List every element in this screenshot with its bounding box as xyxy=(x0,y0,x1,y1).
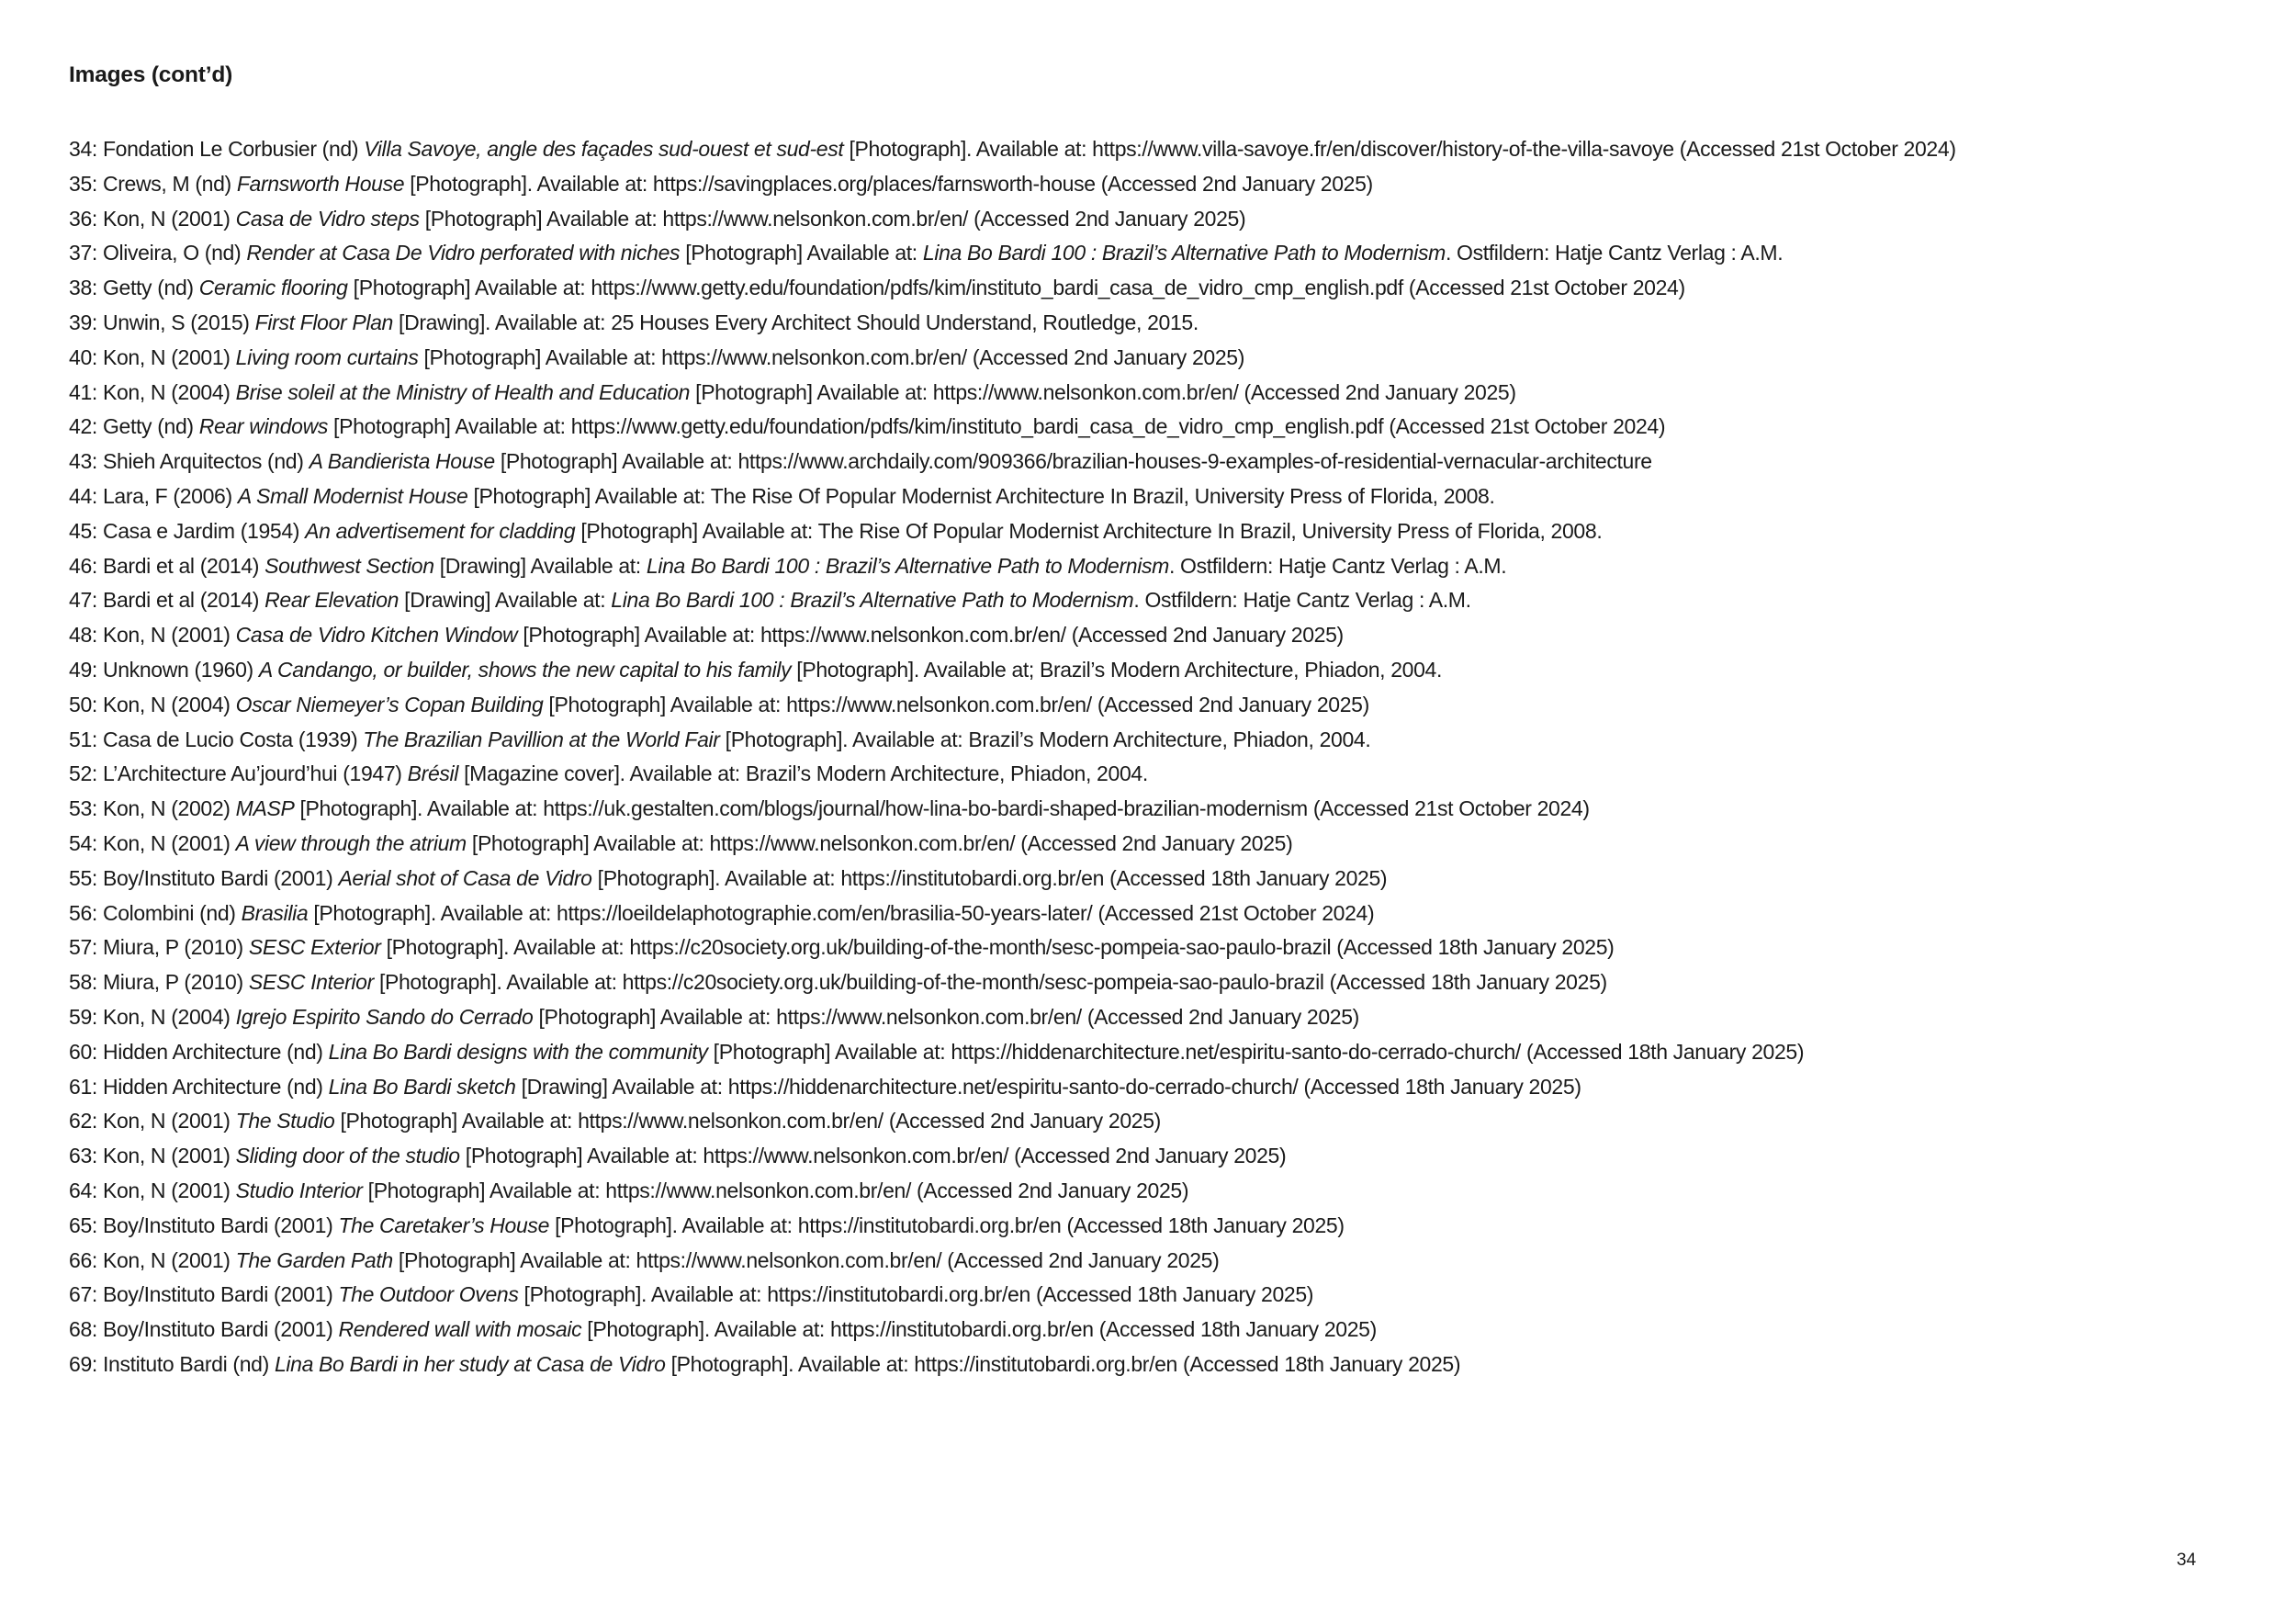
reference-lead: 35: Crews, M (nd) xyxy=(69,171,237,196)
reference-source: [Photograph] Available at: https://www.archdaily.com/909366/brazilian-houses-9-examples-of-residential-vernacular-architecture xyxy=(494,449,1652,474)
reference-item xyxy=(69,445,2273,479)
reference-lead: 69: Instituto Bardi (nd) xyxy=(69,1351,275,1376)
reference-title: A Small Modernist House xyxy=(237,483,468,508)
reference-lead: 67: Boy/Instituto Bardi (2001) xyxy=(69,1282,339,1307)
reference-title: Living room curtains xyxy=(235,344,419,369)
reference-title: The Caretaker’s House xyxy=(338,1212,550,1237)
reference-lead: 60: Hidden Architecture (nd) xyxy=(69,1039,329,1064)
reference-title: Igrejo Espirito Sando do Cerrado xyxy=(235,1004,534,1029)
reference-source: [Photograph]. Available at: https://institutobardi.org.br/en (Accessed 18th January 2025) xyxy=(581,1317,1377,1342)
reference-lead: 45: Casa e Jardim (1954) xyxy=(69,518,306,543)
reference-title: Casa de Vidro Kitchen Window xyxy=(235,623,518,648)
reference-source: [Photograph]. Available at: https://savingplaces.org/places/farnsworth-house (Accessed 2nd January 2025) xyxy=(404,171,1373,196)
reference-title: Rear windows xyxy=(198,414,329,439)
reference-item xyxy=(69,167,2273,202)
reference-item xyxy=(69,757,2273,792)
reference-item xyxy=(69,897,2273,931)
reference-item xyxy=(69,341,2273,376)
reference-publisher: . Ostfildern: Hatje Cantz Verlag : A.M. xyxy=(1445,241,1784,265)
reference-source: [Photograph] Available at: https://www.getty.edu/foundation/pdfs/kim/instituto_bardi_casa_de_vidro_cmp_english.pdf (Accessed 21st October 2024) xyxy=(347,276,1685,300)
reference-title: Brise soleil at the Ministry of Health and Education xyxy=(235,379,691,404)
reference-source: [Photograph] Available at: The Rise Of Popular Modernist Architecture In Brazil, University Press of Florida, 2008. xyxy=(575,518,1603,543)
reference-item xyxy=(69,1278,2273,1313)
reference-title: Brésil xyxy=(407,761,459,786)
reference-title: The Studio xyxy=(235,1109,335,1133)
reference-book-title: Lina Bo Bardi 100 : Brazil’s Alternative Path to Modernism xyxy=(646,553,1169,578)
reference-source: [Photograph] Available at: https://www.getty.edu/foundation/pdfs/kim/instituto_bardi_casa_de_vidro_cmp_english.pdf (Accessed 21st October 2024) xyxy=(328,414,1666,439)
reference-source: [Drawing] Available at: xyxy=(433,553,647,578)
reference-source: [Drawing] Available at: xyxy=(399,588,612,613)
reference-lead: 40: Kon, N (2001) xyxy=(69,344,236,369)
reference-source: [Photograph] Available at: https://hiddenarchitecture.net/espiritu-santo-do-cerrado-church/ (Accessed 18th January 2025) xyxy=(707,1039,1805,1064)
reference-title: Lina Bo Bardi in her study at Casa de Vidro xyxy=(274,1351,666,1376)
reference-source: [Photograph] Available at: https://www.nelsonkon.com.br/en/ (Accessed 2nd January 2025) xyxy=(690,379,1516,404)
reference-title: Rendered wall with mosaic xyxy=(338,1317,582,1342)
reference-item xyxy=(69,1000,2273,1035)
reference-lead: 51: Casa de Lucio Costa (1939) xyxy=(69,727,364,751)
reference-item xyxy=(69,827,2273,862)
reference-source: [Photograph]. Available at: https://c20society.org.uk/building-of-the-month/sesc-pompeia-sao-paulo-brazil (Accessed 18th January 2025) xyxy=(380,935,1615,960)
reference-lead: 55: Boy/Instituto Bardi (2001) xyxy=(69,865,339,890)
reference-lead: 66: Kon, N (2001) xyxy=(69,1247,236,1272)
reference-item xyxy=(69,1209,2273,1244)
reference-publisher: . Ostfildern: Hatje Cantz Verlag : A.M. xyxy=(1133,588,1471,613)
reference-item xyxy=(69,688,2273,723)
reference-title: A Candango, or builder, shows the new capital to his family xyxy=(258,657,792,682)
reference-item xyxy=(69,306,2273,341)
reference-lead: 37: Oliveira, O (nd) xyxy=(69,241,247,265)
reference-source: [Photograph]. Available at: https://institutobardi.org.br/en (Accessed 18th January 2025) xyxy=(665,1351,1461,1376)
reference-item xyxy=(69,1070,2273,1105)
reference-item xyxy=(69,862,2273,897)
reference-title: Lina Bo Bardi designs with the community xyxy=(328,1039,708,1064)
reference-source: [Photograph] Available at: https://www.nelsonkon.com.br/en/ (Accessed 2nd January 2025) xyxy=(392,1247,1220,1272)
reference-lead: 64: Kon, N (2001) xyxy=(69,1178,236,1202)
reference-item xyxy=(69,376,2273,411)
reference-source: [Photograph]. Available at: https://institutobardi.org.br/en (Accessed 18th January 2025) xyxy=(518,1282,1314,1307)
reference-lead: 36: Kon, N (2001) xyxy=(69,206,236,231)
reference-item xyxy=(69,1104,2273,1139)
reference-source: [Photograph] Available at: https://www.nelsonkon.com.br/en/ (Accessed 2nd January 2025) xyxy=(517,623,1344,648)
reference-lead: 58: Miura, P (2010) xyxy=(69,970,249,995)
reference-lead: 48: Kon, N (2001) xyxy=(69,623,236,648)
reference-title: Render at Casa De Vidro perforated with niches xyxy=(246,241,681,265)
reference-lead: 63: Kon, N (2001) xyxy=(69,1144,236,1168)
reference-source: [Photograph] Available at: https://www.nelsonkon.com.br/en/ (Accessed 2nd January 2025) xyxy=(418,344,1245,369)
reference-title: First Floor Plan xyxy=(254,310,393,334)
reference-source: [Photograph] Available at: https://www.nelsonkon.com.br/en/ (Accessed 2nd January 2025) xyxy=(533,1004,1359,1029)
reference-title: A Bandierista House xyxy=(309,449,495,474)
reference-lead: 54: Kon, N (2001) xyxy=(69,830,236,855)
reference-title: Oscar Niemeyer’s Copan Building xyxy=(235,692,544,716)
reference-source: [Photograph]. Available at; Brazil’s Modern Architecture, Phiadon, 2004. xyxy=(791,657,1443,682)
reference-lead: 57: Miura, P (2010) xyxy=(69,935,249,960)
reference-lead: 52: L’Architecture Au’jourd’hui (1947) xyxy=(69,761,408,786)
reference-title: Villa Savoye, angle des façades sud-ouest et sud-est xyxy=(364,137,844,161)
reference-title: SESC Exterior xyxy=(248,935,381,960)
reference-book-title: Lina Bo Bardi 100 : Brazil’s Alternative Path to Modernism xyxy=(922,241,1446,265)
reference-lead: 34: Fondation Le Corbusier (nd) xyxy=(69,137,365,161)
reference-title: The Outdoor Ovens xyxy=(338,1282,519,1307)
reference-item xyxy=(69,236,2273,271)
reference-source: [Magazine cover]. Available at: Brazil’s Modern Architecture, Phiadon, 2004. xyxy=(458,761,1148,786)
reference-lead: 50: Kon, N (2004) xyxy=(69,692,236,716)
reference-title: Studio Interior xyxy=(235,1178,363,1202)
reference-source: [Photograph]. Available at: https://institutobardi.org.br/en (Accessed 18th January 2025) xyxy=(591,865,1388,890)
reference-publisher: . Ostfildern: Hatje Cantz Verlag : A.M. xyxy=(1168,553,1507,578)
reference-source: [Photograph]. Available at: Brazil’s Modern Architecture, Phiadon, 2004. xyxy=(719,727,1371,751)
reference-source: [Photograph] Available at: https://www.nelsonkon.com.br/en/ (Accessed 2nd January 2025) xyxy=(543,692,1369,716)
reference-title: MASP xyxy=(235,796,295,821)
reference-lead: 47: Bardi et al (2014) xyxy=(69,588,265,613)
reference-title: A view through the atrium xyxy=(235,830,467,855)
reference-item xyxy=(69,549,2273,584)
reference-item xyxy=(69,1244,2273,1279)
reference-list xyxy=(69,132,2273,1382)
reference-item xyxy=(69,723,2273,758)
reference-item xyxy=(69,930,2273,965)
reference-lead: 68: Boy/Instituto Bardi (2001) xyxy=(69,1317,339,1342)
reference-item xyxy=(69,583,2273,618)
reference-title: Farnsworth House xyxy=(236,171,405,196)
reference-item xyxy=(69,479,2273,514)
reference-source: [Drawing]. Available at: 25 Houses Every Architect Should Understand, Routledge, 2015. xyxy=(393,310,1199,334)
reference-lead: 53: Kon, N (2002) xyxy=(69,796,236,821)
reference-item xyxy=(69,1313,2273,1348)
reference-item xyxy=(69,1139,2273,1174)
reference-item xyxy=(69,132,2273,167)
reference-item xyxy=(69,1035,2273,1070)
reference-source: [Photograph] Available at: https://www.nelsonkon.com.br/en/ (Accessed 2nd January 2025) xyxy=(466,830,1293,855)
reference-lead: 39: Unwin, S (2015) xyxy=(69,310,255,334)
reference-title: An advertisement for cladding xyxy=(305,518,576,543)
reference-item xyxy=(69,965,2273,1000)
reference-lead: 44: Lara, F (2006) xyxy=(69,483,238,508)
reference-source: [Photograph] Available at: https://www.nelsonkon.com.br/en/ (Accessed 2nd January 2025) xyxy=(459,1144,1287,1168)
reference-lead: 56: Colombini (nd) xyxy=(69,900,242,925)
reference-source: [Photograph] Available at: xyxy=(680,241,923,265)
reference-title: Ceramic flooring xyxy=(198,276,348,300)
reference-title: Lina Bo Bardi sketch xyxy=(328,1074,516,1099)
reference-title: Brasilia xyxy=(241,900,309,925)
reference-source: [Photograph] Available at: https://www.nelsonkon.com.br/en/ (Accessed 2nd January 2025) xyxy=(334,1109,1161,1133)
reference-lead: 49: Unknown (1960) xyxy=(69,657,259,682)
reference-source: [Photograph]. Available at: https://loeildelaphotographie.com/en/brasilia-50-years-later/ (Accessed 21st October 2024) xyxy=(308,900,1375,925)
reference-title: Sliding door of the studio xyxy=(235,1144,460,1168)
reference-item xyxy=(69,202,2273,237)
reference-source: [Photograph] Available at: The Rise Of Popular Modernist Architecture In Brazil, University Press of Florida, 2008. xyxy=(467,483,1495,508)
reference-source: [Photograph]. Available at: https://uk.gestalten.com/blogs/journal/how-lina-bo-bardi-shaped-brazilian-modernism (Accessed 21st October 2024) xyxy=(294,796,1590,821)
reference-source: [Photograph] Available at: https://www.nelsonkon.com.br/en/ (Accessed 2nd January 2025) xyxy=(362,1178,1189,1202)
reference-title: Aerial shot of Casa de Vidro xyxy=(338,865,592,890)
reference-title: The Brazilian Pavillion at the World Fair xyxy=(363,727,720,751)
reference-lead: 43: Shieh Arquitectos (nd) xyxy=(69,449,310,474)
reference-source: [Photograph]. Available at: https://c20society.org.uk/building-of-the-month/sesc-pompeia-sao-paulo-brazil (Accessed 18th January 2025) xyxy=(373,970,1607,995)
reference-lead: 41: Kon, N (2004) xyxy=(69,379,236,404)
reference-item xyxy=(69,792,2273,827)
reference-lead: 61: Hidden Architecture (nd) xyxy=(69,1074,329,1099)
reference-item xyxy=(69,1174,2273,1209)
reference-source: [Photograph]. Available at: https://institutobardi.org.br/en (Accessed 18th January 2025) xyxy=(549,1212,1345,1237)
reference-title: The Garden Path xyxy=(235,1247,393,1272)
reference-item xyxy=(69,410,2273,445)
reference-lead: 59: Kon, N (2004) xyxy=(69,1004,236,1029)
reference-lead: 38: Getty (nd) xyxy=(69,276,199,300)
reference-lead: 65: Boy/Instituto Bardi (2001) xyxy=(69,1212,339,1237)
reference-source: [Drawing] Available at: https://hiddenarchitecture.net/espiritu-santo-do-cerrado-church/ (Accessed 18th January 2025) xyxy=(515,1074,1581,1099)
reference-book-title: Lina Bo Bardi 100 : Brazil’s Alternative Path to Modernism xyxy=(611,588,1134,613)
reference-title: Rear Elevation xyxy=(264,588,400,613)
reference-item xyxy=(69,1348,2273,1382)
reference-source: [Photograph]. Available at: https://www.villa-savoye.fr/en/discover/history-of-the-villa-savoye (Accessed 21st October 2024) xyxy=(843,137,1956,161)
section-heading: Images (cont’d) xyxy=(69,62,233,87)
reference-lead: 62: Kon, N (2001) xyxy=(69,1109,236,1133)
reference-title: Casa de Vidro steps xyxy=(235,206,420,231)
reference-lead: 42: Getty (nd) xyxy=(69,414,199,439)
reference-item xyxy=(69,271,2273,306)
reference-source: [Photograph] Available at: https://www.nelsonkon.com.br/en/ (Accessed 2nd January 2025) xyxy=(419,206,1246,231)
reference-item xyxy=(69,514,2273,549)
page-number: 34 xyxy=(2177,1551,2197,1570)
reference-lead: 46: Bardi et al (2014) xyxy=(69,553,265,578)
reference-title: Southwest Section xyxy=(264,553,434,578)
reference-title: SESC Interior xyxy=(248,970,374,995)
reference-item xyxy=(69,653,2273,688)
reference-item xyxy=(69,618,2273,653)
